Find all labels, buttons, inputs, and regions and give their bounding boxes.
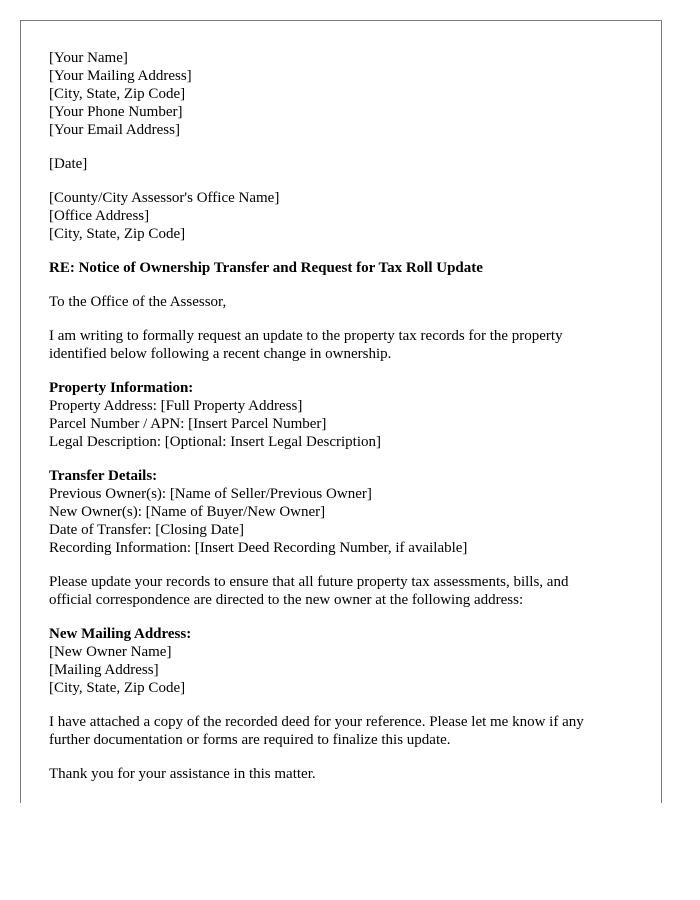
- recording-information: Recording Information: [Insert Deed Recording Number, if available]: [49, 540, 468, 556]
- property-address: Property Address: [Full Property Address]: [49, 398, 303, 414]
- intro-paragraph: [49, 327, 639, 363]
- subject-block: [49, 259, 639, 277]
- intro-line-1: I am writing to formally request an update to the property tax records for the property: [49, 328, 563, 344]
- sender-email: [Your Email Address]: [49, 122, 180, 138]
- new-city-state-zip: [City, State, Zip Code]: [49, 680, 186, 696]
- update-request-line-2: official correspondence are directed to the new owner at the following address:: [49, 592, 524, 608]
- sender-name: [Your Name]: [49, 50, 128, 66]
- new-mailing-address-line: [Mailing Address]: [49, 662, 159, 678]
- transfer-details-section: [49, 467, 639, 557]
- sender-phone: [Your Phone Number]: [49, 104, 183, 120]
- letter-page: [20, 20, 662, 803]
- recipient-block: [49, 189, 639, 243]
- salutation: To the Office of the Assessor,: [49, 294, 227, 310]
- date-of-transfer: Date of Transfer: [Closing Date]: [49, 522, 244, 538]
- attachment-line-2: further documentation or forms are required to finalize this update.: [49, 732, 451, 748]
- property-info-section: [49, 379, 639, 451]
- transfer-details-heading: Transfer Details:: [49, 468, 158, 484]
- sender-mailing-address: [Your Mailing Address]: [49, 68, 192, 84]
- date-block: [49, 155, 639, 173]
- closing-thanks: Thank you for your assistance in this matter.: [49, 766, 316, 782]
- new-owner: New Owner(s): [Name of Buyer/New Owner]: [49, 504, 326, 520]
- sender-city-state-zip: [City, State, Zip Code]: [49, 86, 186, 102]
- legal-description: Legal Description: [Optional: Insert Legal Description]: [49, 434, 381, 450]
- salutation-block: [49, 293, 639, 311]
- recipient-office-address: [Office Address]: [49, 208, 150, 224]
- closing-paragraph: [49, 765, 639, 783]
- intro-line-2: identified below following a recent change in ownership.: [49, 346, 392, 362]
- new-mailing-address-heading: New Mailing Address:: [49, 626, 192, 642]
- new-mailing-address-section: [49, 625, 639, 697]
- sender-block: [49, 49, 639, 139]
- parcel-number: Parcel Number / APN: [Insert Parcel Number]: [49, 416, 327, 432]
- update-request-paragraph: [49, 573, 639, 609]
- recipient-office-name: [County/City Assessor's Office Name]: [49, 190, 280, 206]
- subject-line: RE: Notice of Ownership Transfer and Request for Tax Roll Update: [49, 260, 483, 276]
- attachment-line-1: I have attached a copy of the recorded deed for your reference. Please let me know if any: [49, 714, 584, 730]
- property-info-heading: Property Information:: [49, 380, 194, 396]
- update-request-line-1: Please update your records to ensure that all future property tax assessments, bills, and: [49, 574, 569, 590]
- attachment-paragraph: [49, 713, 639, 749]
- recipient-city-state-zip: [City, State, Zip Code]: [49, 226, 186, 242]
- new-owner-name: [New Owner Name]: [49, 644, 172, 660]
- letter-date: [Date]: [49, 156, 88, 172]
- letter-content: [49, 49, 639, 799]
- previous-owner: Previous Owner(s): [Name of Seller/Previous Owner]: [49, 486, 372, 502]
